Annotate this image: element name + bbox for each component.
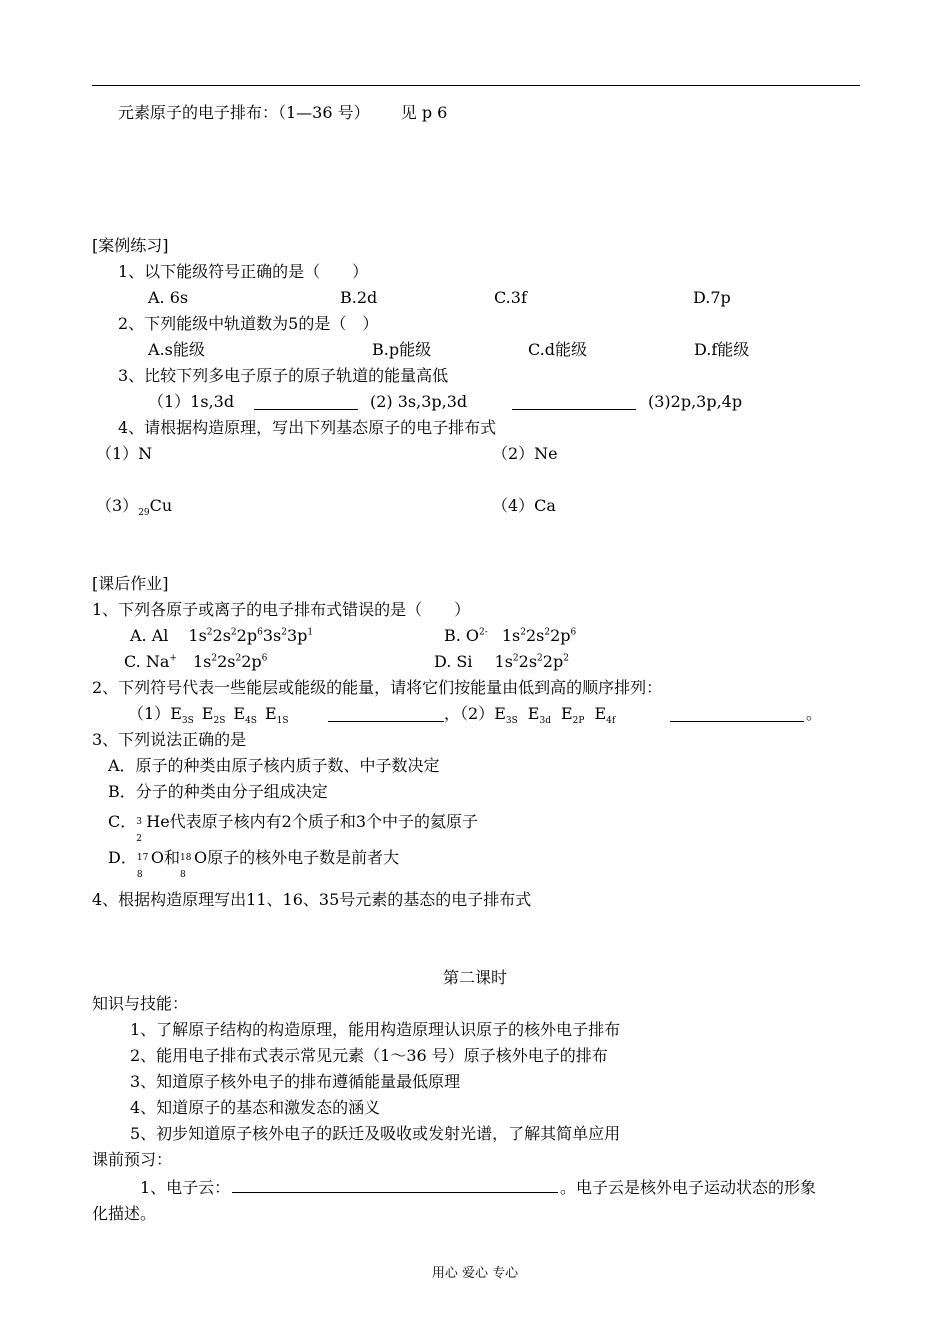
hw-q2-line-2: ，$(2)E_{3S}$ $E_{3d}$ $E_{2P}$ $E_{4f}$ <box>444 704 616 727</box>
case-q4-stem: 4、请根据构造原理，写出下列基态原子的电子排布式 <box>118 418 497 437</box>
hw-q2-blank-2[interactable] <box>670 707 804 722</box>
hw-q2-stem: 2、下列符号代表一些能层或能级的能量，请将它们按能量由低到高的顺序排列： <box>92 678 663 697</box>
hw-q3-stem: 3、下列说法正确的是 <box>92 730 247 749</box>
header-rule <box>92 85 860 86</box>
lesson2-item-4: 4、知道原子的基态和激发态的涵义 <box>130 1098 381 1117</box>
hw-q3-c: C． 3 2 He代表原子核内有2个质子和3个中子的氦原子 <box>108 812 479 844</box>
lesson2-item-5: 5、初步知道原子核外电子的跃迁及吸收或发射光谱，了解其简单应用 <box>130 1124 621 1143</box>
lesson2-kh: 知识与技能： <box>92 994 189 1013</box>
case-q2-b: B.p能级 <box>372 340 432 359</box>
case-q1-d: D.7p <box>693 288 731 307</box>
hw-q3-b: B．分子的种类由分子组成决定 <box>108 782 328 801</box>
hw-q4: 4、根据构造原理写出11、16、35号元素的基态的电子排布式 <box>92 890 532 909</box>
lesson2-p1-post: 。电子云是核外电子运动状态的形象 <box>560 1178 817 1197</box>
case-q1-c: C.3f <box>494 288 527 307</box>
case-q1-b: B.2d <box>340 288 378 307</box>
case-q3-p3: (3)2p,3p,4p <box>648 392 743 411</box>
hw-q3-d: D． 17 8 O和 18 8 O原子的核外电子数是前者大 <box>108 848 400 880</box>
hw-q2-line: $(1)E_{3S}$ $E_{2S}$ $E_{4S}$ $E_{1S}$ <box>128 704 289 727</box>
case-q3-blank-1[interactable] <box>254 395 358 410</box>
hw-q2-blank-1[interactable] <box>328 707 444 722</box>
case-q1-stem: 1、以下能级符号正确的是（ ） <box>118 262 369 281</box>
lesson2-title: 第二课时 <box>442 968 507 987</box>
case-q4-item-2: （2）Ne <box>492 444 558 463</box>
case-q2-a: A.s能级 <box>148 340 205 359</box>
lesson2-preview: 课前预习： <box>92 1150 173 1169</box>
case-q4-item-4: （4）Ca <box>492 496 556 515</box>
hw-q3-a: A．原子的种类由原子核内质子数、中子数决定 <box>108 756 440 775</box>
case-q3-p1: （1）1s,3d <box>148 392 235 411</box>
case-q1-a: A. 6s <box>148 288 189 307</box>
hw-q1-a: A. Al $1s^22s^22p^63s^23p^1$ <box>130 626 314 645</box>
intro-title: 元素原子的电子排布：（1—36 号） <box>118 103 370 122</box>
case-q3-blank-2[interactable] <box>512 395 636 410</box>
case-q2-d: D.f能级 <box>694 340 750 359</box>
hw-q1-d: D. Si $1s^22s^22p^2$ <box>434 652 569 671</box>
intro-line <box>118 103 447 123</box>
case-q2-stem: 2、下列能级中轨道数为5的是（ ） <box>118 314 379 333</box>
case-q4-item-1: （1）N <box>96 444 153 463</box>
lesson2-item-1: 1、了解原子结构的构造原理，能用构造原理认识原子的核外电子排布 <box>130 1020 621 1039</box>
hw-q2-end: 。 <box>806 704 823 723</box>
case-q4-item-3: $(3)_{29}Cu$ <box>96 496 173 519</box>
case-q2-c: C.d能级 <box>528 340 588 359</box>
case-q3-p2: (2) 3s,3p,3d <box>370 392 468 411</box>
case-heading: [案例练习] <box>92 236 169 255</box>
case-q3-stem: 3、比较下列多电子原子的原子轨道的能量高低 <box>118 366 449 385</box>
lesson2-item-3: 3、知道原子核外电子的排布遵循能量最低原理 <box>130 1072 461 1091</box>
intro-ref: 见 p 6 <box>400 103 448 122</box>
hw-q1-b: B. $O^{2-}$ $1s^22s^22p^6$ <box>444 626 577 645</box>
lesson2-item-2: 2、能用电子排布式表示常见元素（1～36 号）原子核外电子的排布 <box>130 1046 608 1065</box>
hw-heading: [课后作业] <box>92 574 169 593</box>
lesson2-p1-cont: 化描述。 <box>92 1204 157 1223</box>
lesson2-p1-blank[interactable] <box>232 1180 558 1193</box>
hw-q1-stem: 1、下列各原子或离子的电子排布式错误的是（ ） <box>92 600 471 619</box>
hw-q1-c: C. Na+ $1s^22s^22p^6$ <box>124 652 268 671</box>
lesson2-p1-pre: 1、电子云： <box>140 1178 231 1197</box>
page-footer: 用心 爱心 专心 <box>431 1266 519 1281</box>
